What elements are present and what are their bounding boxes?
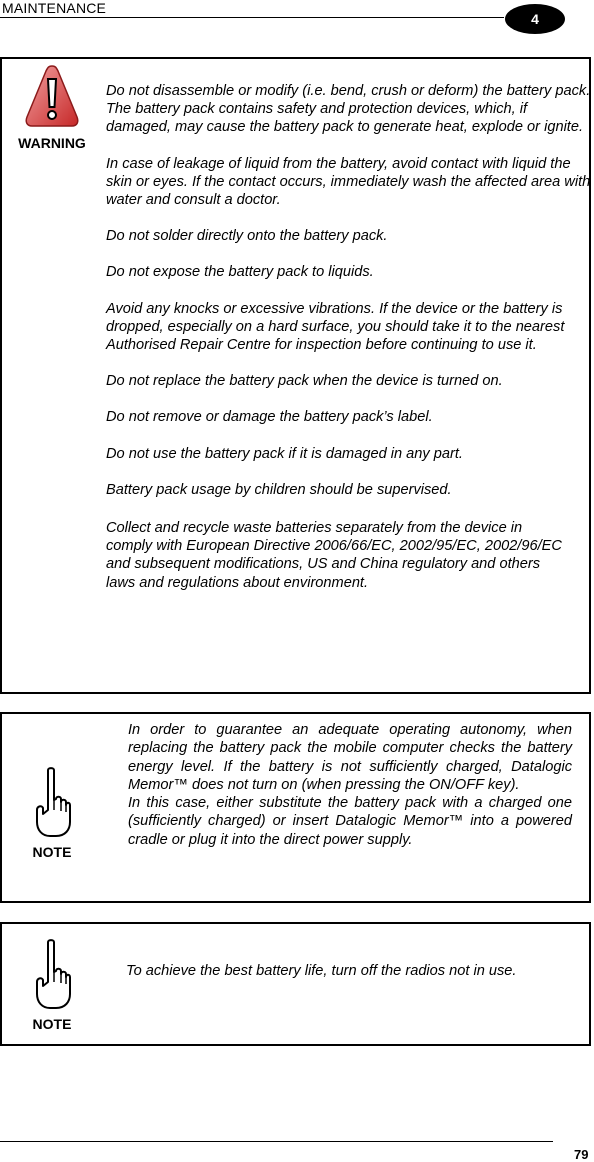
note-paragraph: In order to guarantee an adequate operating autonomy, when replacing the battery pack the mobile computer checks the battery energy level. If the battery is not sufficiently charged, Datalogic Memor™ does not turn on (when pressing the ON/OFF key). [128, 722, 572, 793]
warning-paragraph: Do not remove or damage the battery pack’s label. [106, 409, 433, 426]
warning-text [106, 82, 591, 592]
page-number: 79 [574, 1147, 589, 1162]
note-text [126, 962, 572, 980]
warning-paragraph: Collect and recycle waste batteries separately from the device in comply with European Directive 2006/66/EC, 2002/95/EC, 2002/96/EC and subsequent modifications, US and China regulatory and others laws and regulations about environment. [106, 520, 562, 591]
pointing-hand-icon [32, 938, 72, 1010]
warning-paragraph: Avoid any knocks or excessive vibrations. If the device or the battery is dropped, especially on a hard surface, you should take it to the nearest Authorised Repair Centre for inspection before continuing to use it. [106, 300, 565, 354]
chapter-badge [505, 4, 565, 34]
chapter-number: 4 [531, 11, 539, 27]
pointing-hand-icon [32, 766, 72, 838]
warning-paragraph: Battery pack usage by children should be supervised. [106, 481, 452, 498]
warning-triangle-icon [24, 63, 80, 129]
warning-paragraph: In case of leakage of liquid from the battery, avoid contact with liquid the skin or eyes. If the contact occurs, immediately wash the affected area with water and consult a doctor. [106, 155, 591, 209]
note-label: NOTE [32, 1016, 72, 1032]
note-text [128, 721, 572, 849]
note-icon-group [10, 938, 94, 1032]
warning-paragraph: Do not use the battery pack if it is damaged in any part. [106, 445, 463, 462]
note-box [0, 712, 591, 903]
warning-paragraph: Do not solder directly onto the battery pack. [106, 228, 388, 245]
warning-label: WARNING [18, 135, 86, 151]
note-box [0, 922, 591, 1046]
warning-paragraph: Do not replace the battery pack when the device is turned on. [106, 373, 503, 390]
note-paragraph: To achieve the best battery life, turn off the radios not in use. [126, 963, 517, 979]
footer-divider [0, 1141, 553, 1142]
note-label: NOTE [32, 844, 72, 860]
note-icon-group [10, 766, 94, 860]
note-paragraph: In this case, either substitute the battery pack with a charged one (sufficiently charged) or insert Datalogic Memor™ into a powered cradle or plug it into the direct power supply. [128, 795, 572, 848]
section-title: MAINTENANCE [2, 0, 107, 16]
header-divider [0, 17, 504, 18]
warning-box [0, 57, 591, 694]
warning-icon-group [10, 63, 94, 151]
warning-paragraph: Do not disassemble or modify (i.e. bend, crush or deform) the battery pack. The battery pack contains safety and protection devices, which, if damaged, may cause the battery pack to generate heat, explode or ignite. [106, 83, 591, 136]
warning-paragraph: Do not expose the battery pack to liquids. [106, 264, 374, 281]
